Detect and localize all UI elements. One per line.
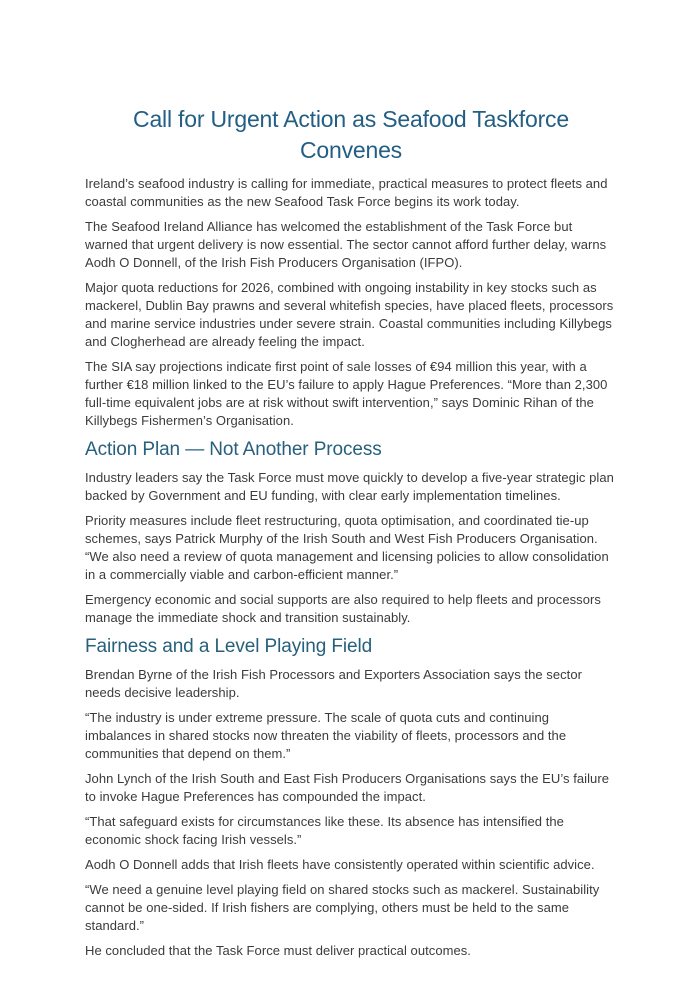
document-title: Call for Urgent Action as Seafood Taskforce Convenes (133, 106, 569, 163)
paragraph: John Lynch of the Irish South and East Fish Producers Organisations says the EU’s failure to invoke Hague Preferences has compounded the impact. (85, 771, 609, 804)
paragraph: Priority measures include fleet restructuring, quota optimisation, and coordinated tie-up schemes, says Patrick Murphy of the Irish South and West Fish Producers Organisation. “We also need a review of quota management and licensing policies to allow consolidation in a commercially viable and carbon-efficient manner.” (85, 513, 609, 582)
paragraph: The Seafood Ireland Alliance has welcomed the establishment of the Task Force but warned that urgent delivery is now essential. The sector cannot afford further delay, warns Aodh O Donnell, of the Irish Fish Producers Organisation (IFPO). (85, 219, 607, 270)
section-heading-action-plan: Action Plan — Not Another Process (85, 439, 382, 460)
paragraph: “That safeguard exists for circumstances like these. Its absence has intensified the economic shock facing Irish vessels.” (85, 814, 564, 847)
paragraph: Major quota reductions for 2026, combined with ongoing instability in key stocks such as mackerel, Dublin Bay prawns and several whitefish species, have placed fleets, processors and marine service industries under severe strain. Coastal communities including Killybegs and Clogherhead are already feeling the impact. (85, 280, 614, 349)
paragraph: “We need a genuine level playing field on shared stocks such as mackerel. Sustainability cannot be one-sided. If Irish fishers are complying, others must be held to the same standard.” (85, 882, 600, 933)
paragraph: Ireland’s seafood industry is calling for immediate, practical measures to protect fleets and coastal communities as the new Seafood Task Force begins its work today. (85, 176, 608, 209)
paragraph: He concluded that the Task Force must deliver practical outcomes. (85, 943, 471, 958)
paragraph: Brendan Byrne of the Irish Fish Processors and Exporters Association says the sector needs decisive leadership. (85, 667, 582, 700)
paragraph: Emergency economic and social supports are also required to help fleets and processors manage the immediate shock and transition sustainably. (85, 592, 601, 625)
paragraph: “The industry is under extreme pressure. The scale of quota cuts and continuing imbalances in shared stocks now threaten the viability of fleets, processors and the communities that depend on them.” (85, 710, 567, 761)
section-heading-fairness: Fairness and a Level Playing Field (85, 636, 373, 657)
paragraph: The SIA say projections indicate first point of sale losses of €94 million this year, with a further €18 million linked to the EU’s failure to apply Hague Preferences. “More than 2,300 full-time equivalent jobs are at risk without swift intervention,” says Dominic Rihan of the Killybegs Fishermen’s Organisation. (85, 359, 608, 428)
paragraph: Aodh O Donnell adds that Irish fleets have consistently operated within scientific advice. (85, 857, 595, 872)
paragraph: Industry leaders say the Task Force must move quickly to develop a five-year strategic plan backed by Government and EU funding, with clear early implementation timelines. (85, 470, 614, 503)
